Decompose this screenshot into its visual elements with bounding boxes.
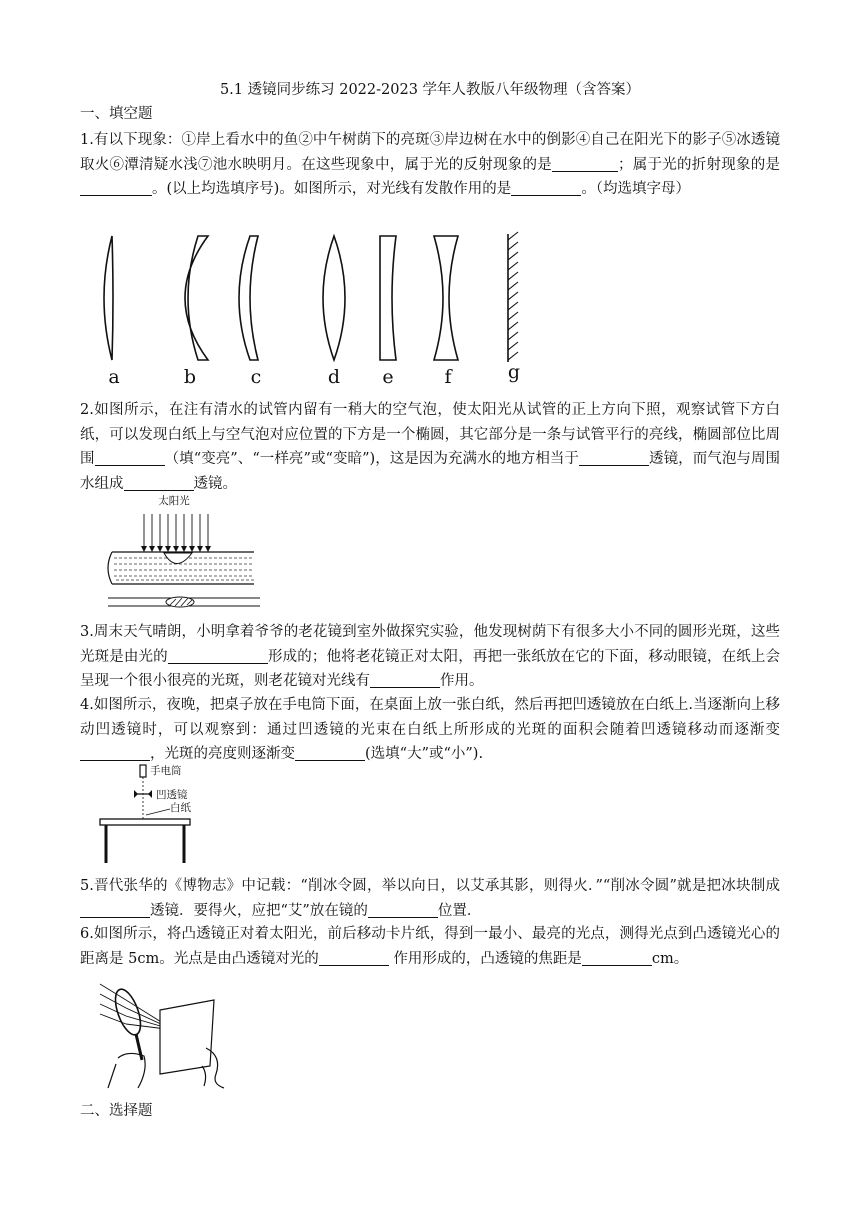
lens-c [239, 236, 258, 360]
convex-lens [110, 986, 145, 1038]
answer-blank[interactable] [368, 901, 438, 918]
answer-blank[interactable] [295, 744, 365, 761]
question-6: 6.如图所示，将凸透镜正对着太阳光，前后移动卡片纸，得到一最小、最亮的光点，测得光点到凸透镜光心的距离是 5cm。光点是由凸透镜对光的 作用形成的，凸透镜的焦距是 cm。 [80, 926, 780, 967]
magnifier-figure [98, 978, 238, 1090]
answer-blank[interactable] [319, 949, 389, 966]
lens-label-d: d [327, 366, 341, 388]
lens-label-e: e [382, 366, 394, 388]
answer-blank[interactable] [124, 474, 194, 491]
answer-blank[interactable] [80, 179, 152, 196]
question-2: 2.如图所示，在注有清水的试管内留有一稍大的空气泡，使太阳光从试管的正上方向下照，观察试管下方白纸，可以发现白纸上与空气泡对应位置的下方是一个椭圆，其它部分是一条与试管平行的亮线，椭圆部位比周围 （填“变亮”、“一样亮”或“变暗”)，这是因为充满水的地方相当于 透镜，而气泡与周围水组成 透镜。 [80, 402, 781, 492]
card-paper [160, 1000, 214, 1074]
lens-f [434, 236, 458, 360]
answer-blank[interactable] [80, 901, 150, 918]
answer-blank[interactable] [579, 449, 649, 466]
lens-label-c: c [250, 366, 262, 388]
lens-label-g: g [507, 361, 521, 383]
answer-blank[interactable] [552, 155, 618, 172]
question-3: 3.周末天气晴朗，小明拿着爷爷的老花镜到室外做探究实验，他发现树荫下有很多大小不同的圆形光斑，这些光斑是由光的 形成的；他将老花镜正对太阳，再把一张纸放在它的下面，移动眼镜，在纸上会呈现一个很小很亮的光斑，则老花镜对光线有 作用。 [80, 624, 781, 689]
test-tube-figure [104, 492, 264, 612]
answer-blank[interactable] [95, 449, 165, 466]
answer-blank[interactable] [80, 744, 150, 761]
question-1: 1.有以下现象：①岸上看水中的鱼②中午树荫下的亮斑③岸边树在水中的倒影④自己在阳光下的影子⑤冰透镜取火⑥潭清疑水浅⑦池水映明月。在这些现象中，属于光的反射现象的是 ；属于光的折射现象的是。(以上均选填序号)。如图所示，对光线有发散作用的是 。（均选填字母） [80, 132, 780, 197]
lens-d [323, 236, 345, 360]
lens-b [185, 236, 208, 360]
air-bubble [164, 553, 192, 564]
left-hand [108, 1053, 145, 1088]
flashlight [140, 765, 146, 777]
answer-blank[interactable] [370, 671, 440, 688]
answer-blank[interactable] [511, 179, 581, 196]
lens-a [104, 236, 113, 360]
section-heading-fill-blank: 一、填空题 [80, 106, 153, 122]
section-heading-multiple-choice: 二、选择题 [80, 1103, 153, 1119]
lens-label-f: f [444, 366, 452, 388]
answer-blank[interactable] [168, 647, 268, 664]
question-4: 4.如图所示，夜晚，把桌子放在手电筒下面，在桌面上放一张白纸，然后再把凹透镜放在白纸上.当逐渐向上移动凹透镜时，可以观察到：通过凹透镜的光束在白纸上所形成的光斑的面积会随着凹透镜移动而逐渐变，光斑的亮度则逐渐变 (选填“大”或“小”). [80, 697, 780, 762]
lens-figure [90, 228, 540, 390]
sunlight-label: 太阳光 [158, 495, 190, 507]
lens-label-a: a [108, 366, 120, 388]
lens-label-b: b [183, 366, 197, 388]
lens-e [380, 236, 396, 360]
lens-handle [136, 1034, 142, 1060]
question-5: 5.晋代张华的《博物志》中记载：“削冰令圆，举以向日，以艾承其影，则得火．”“削冰令圆”就是把冰块制成透镜．要得火，应把“艾”放在镜的 位置． [80, 878, 780, 919]
flashlight-figure [98, 763, 198, 869]
answer-blank[interactable] [582, 949, 652, 966]
flashlight-label: 手电筒 [150, 765, 182, 777]
concave-lens-label: 凹透镜 [156, 789, 188, 801]
table-top [100, 819, 190, 825]
page-title: 5.1 透镜同步练习 2022-2023 学年人教版八年级物理（含答案） [219, 82, 641, 98]
white-paper-label: 白纸 [170, 802, 191, 814]
